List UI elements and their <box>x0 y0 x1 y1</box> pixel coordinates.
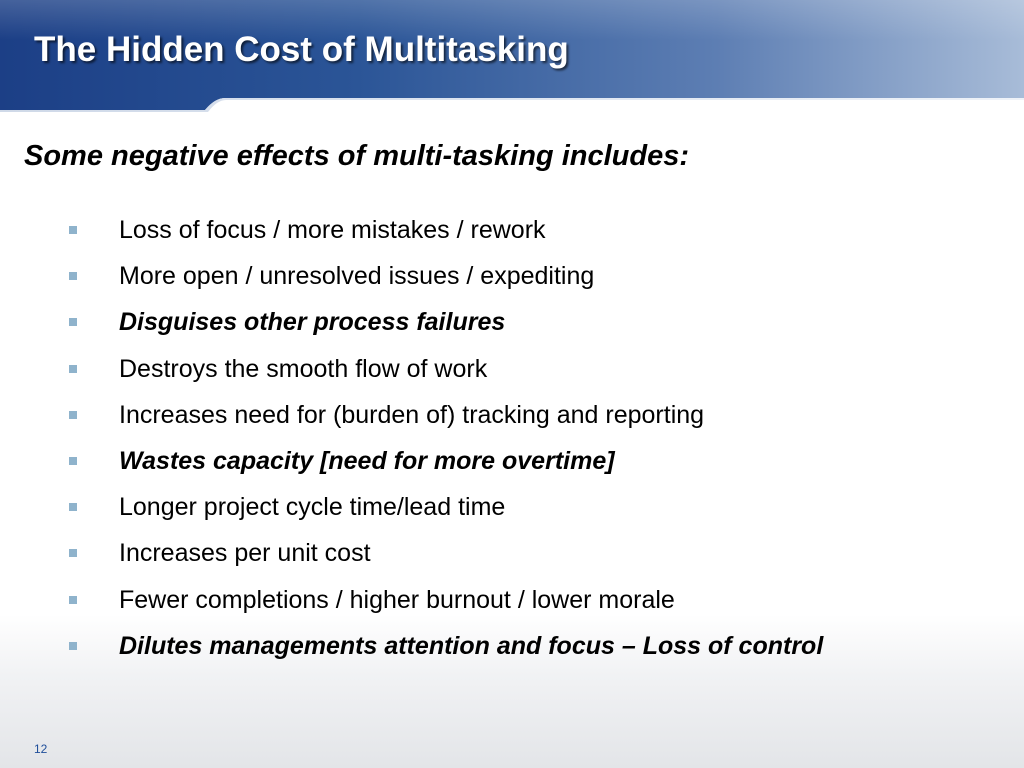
bullet-item <box>0 207 1024 253</box>
page-number: 12 <box>34 742 48 756</box>
bullet-item <box>0 438 1024 484</box>
bullet-text: Wastes capacity [need for more overtime] <box>119 446 615 475</box>
square-bullet-icon <box>69 318 77 326</box>
bullet-text: Destroys the smooth flow of work <box>119 354 488 383</box>
square-bullet-icon <box>69 272 77 280</box>
square-bullet-icon <box>69 226 77 234</box>
slide-title: The Hidden Cost of Multitasking <box>34 30 569 69</box>
bullet-text: Increases need for (burden of) tracking and reporting <box>119 400 705 429</box>
bullet-list <box>0 207 1024 669</box>
bullet-text: Fewer completions / higher burnout / lower morale <box>119 585 675 614</box>
bullet-item <box>0 484 1024 530</box>
bullet-item <box>0 623 1024 669</box>
bullet-text: Loss of focus / more mistakes / rework <box>119 216 546 244</box>
bullet-item <box>0 299 1024 345</box>
bullet-text: Dilutes managements attention and focus – Loss of control <box>119 631 824 660</box>
bullet-item <box>0 392 1024 438</box>
bullet-text: Disguises other process failures <box>119 308 506 337</box>
square-bullet-icon <box>69 365 77 373</box>
slide-subtitle: Some negative effects of multi-tasking includes: <box>24 140 690 172</box>
bullet-item <box>0 530 1024 576</box>
bullet-item <box>0 346 1024 392</box>
bullet-item <box>0 253 1024 299</box>
bullet-text: Longer project cycle time/lead time <box>119 493 506 522</box>
square-bullet-icon <box>69 596 77 604</box>
square-bullet-icon <box>69 411 77 419</box>
bullet-text: Increases per unit cost <box>119 539 371 568</box>
square-bullet-icon <box>69 549 77 557</box>
bullet-item <box>0 577 1024 623</box>
square-bullet-icon <box>69 642 77 650</box>
square-bullet-icon <box>69 457 77 465</box>
square-bullet-icon <box>69 503 77 511</box>
bullet-text: More open / unresolved issues / expediting <box>119 262 595 291</box>
